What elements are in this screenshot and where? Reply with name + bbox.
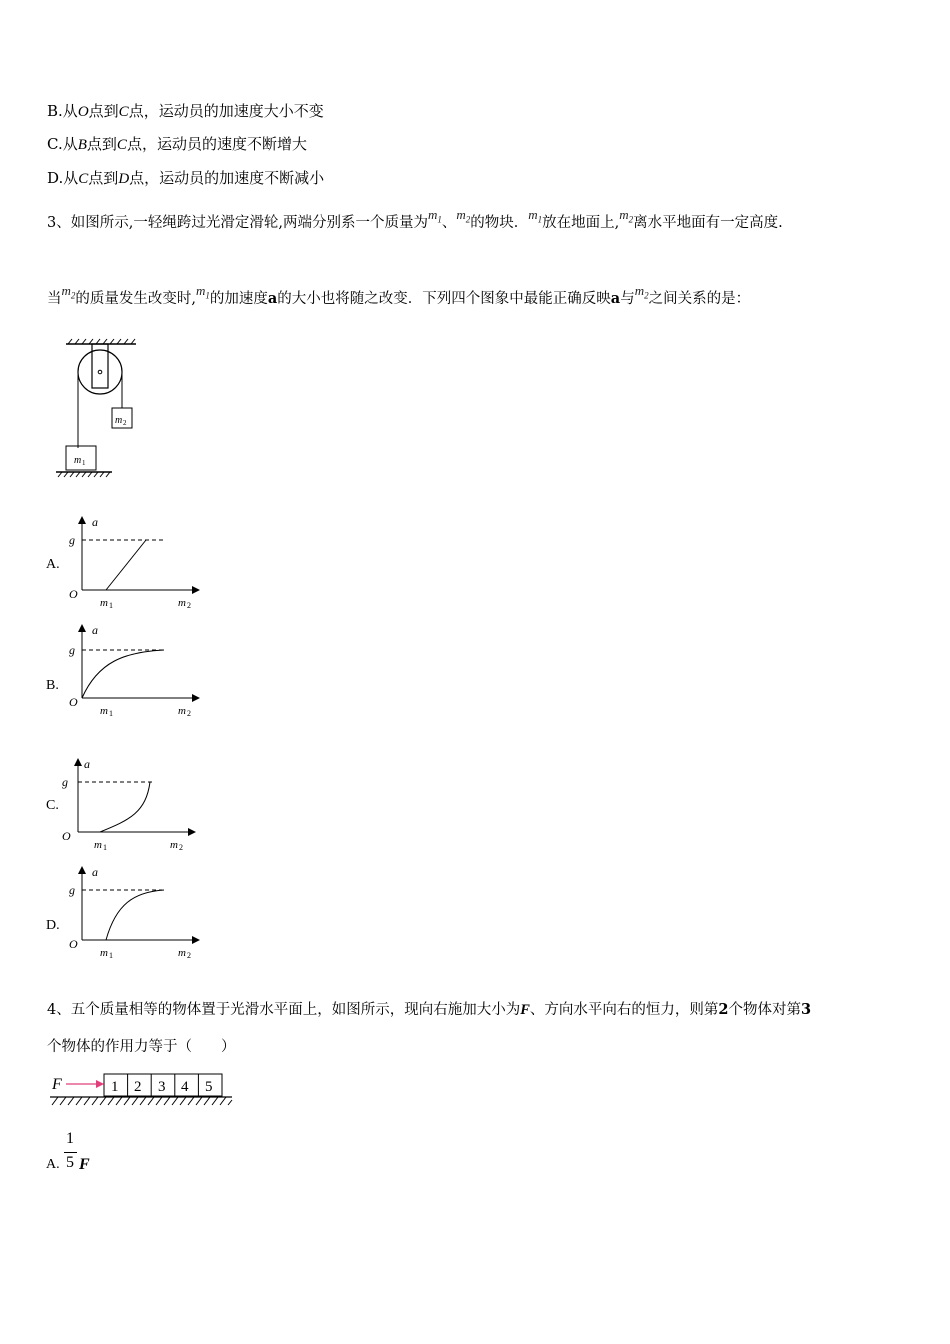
q3-option-b-graph <box>64 620 204 720</box>
q3-stem-line2: 当$m_2$的质量发生改变时$,m_1$的加速度a的大小也将随之改变．下列四个图象中最能正确反映a与$m_2$之间关系的是： <box>47 283 751 307</box>
svg-text:a: a <box>92 865 98 879</box>
svg-text:m: m <box>170 839 178 851</box>
svg-text:1: 1 <box>103 843 107 852</box>
q3-option-c-label: C. <box>46 798 59 813</box>
q3-option-d-label: D. <box>46 918 60 933</box>
svg-text:O: O <box>69 937 78 951</box>
svg-text:1: 1 <box>109 951 113 960</box>
svg-text:a: a <box>92 515 98 529</box>
q4-blocks-diagram <box>46 1070 236 1110</box>
q3-option-d-graph <box>64 862 204 962</box>
svg-text:1: 1 <box>109 709 113 718</box>
svg-text:m: m <box>115 415 123 426</box>
svg-text:O: O <box>69 587 78 601</box>
svg-text:2: 2 <box>187 709 191 718</box>
fraction-bar <box>64 1152 77 1153</box>
svg-text:m: m <box>178 597 186 609</box>
q2-option-b: B.从O点到C点，运动员的加速度大小不变 <box>47 102 324 120</box>
q2-option-d: D.从C点到D点，运动员的加速度不断减小 <box>47 169 325 187</box>
q4-option-a-numerator: 1 <box>66 1130 74 1147</box>
q3-option-a-graph <box>64 512 204 612</box>
svg-text:2: 2 <box>123 419 127 427</box>
svg-text:F: F <box>52 1076 62 1093</box>
q4-option-a-force: F <box>79 1156 90 1173</box>
q3-stem-line1: 3、如图所示,一轻绳跨过光滑定滑轮,两端分别系一个质量为$m_1$、$m_2$的物块．$m_1$放在地面上$,m_2$离水平地面有一定高度. <box>47 207 783 231</box>
q3-option-c-graph <box>60 754 200 854</box>
svg-text:m: m <box>74 455 82 466</box>
svg-text:a: a <box>92 623 98 637</box>
q4-stem-line1: 4、五个质量相等的物体置于光滑水平面上，如图所示，现向右施加大小为F、方向水平向右的恒力，则第2个物体对第3 <box>47 1001 812 1018</box>
svg-text:O: O <box>69 695 78 709</box>
svg-text:2: 2 <box>134 1079 142 1095</box>
svg-text:g: g <box>69 883 75 897</box>
svg-text:m: m <box>100 705 108 717</box>
q3-option-a-label: A. <box>46 557 60 572</box>
svg-text:g: g <box>69 643 75 657</box>
svg-text:m: m <box>100 597 108 609</box>
svg-text:m: m <box>100 947 108 959</box>
svg-text:1: 1 <box>109 601 113 610</box>
svg-text:O: O <box>62 829 71 843</box>
q4-option-a-label: A. <box>46 1157 60 1172</box>
svg-text:m: m <box>94 839 102 851</box>
q4-stem-line2: 个物体的作用力等于（ ） <box>47 1039 236 1055</box>
svg-text:1: 1 <box>82 459 86 467</box>
svg-text:5: 5 <box>205 1079 213 1095</box>
svg-text:2: 2 <box>179 843 183 852</box>
svg-text:g: g <box>62 775 68 789</box>
q3-option-b-label: B. <box>46 678 59 693</box>
svg-text:a: a <box>84 757 90 771</box>
svg-text:2: 2 <box>187 951 191 960</box>
svg-text:2: 2 <box>187 601 191 610</box>
pulley-diagram <box>50 338 145 488</box>
q2-option-c: C.从B点到C点，运动员的速度不断增大 <box>47 135 307 153</box>
svg-text:m: m <box>178 947 186 959</box>
svg-text:4: 4 <box>181 1079 189 1095</box>
svg-text:g: g <box>69 533 75 547</box>
svg-text:m: m <box>178 705 186 717</box>
svg-text:3: 3 <box>158 1079 166 1095</box>
svg-text:1: 1 <box>111 1079 119 1095</box>
q4-option-a-denominator: 5 <box>66 1154 74 1171</box>
